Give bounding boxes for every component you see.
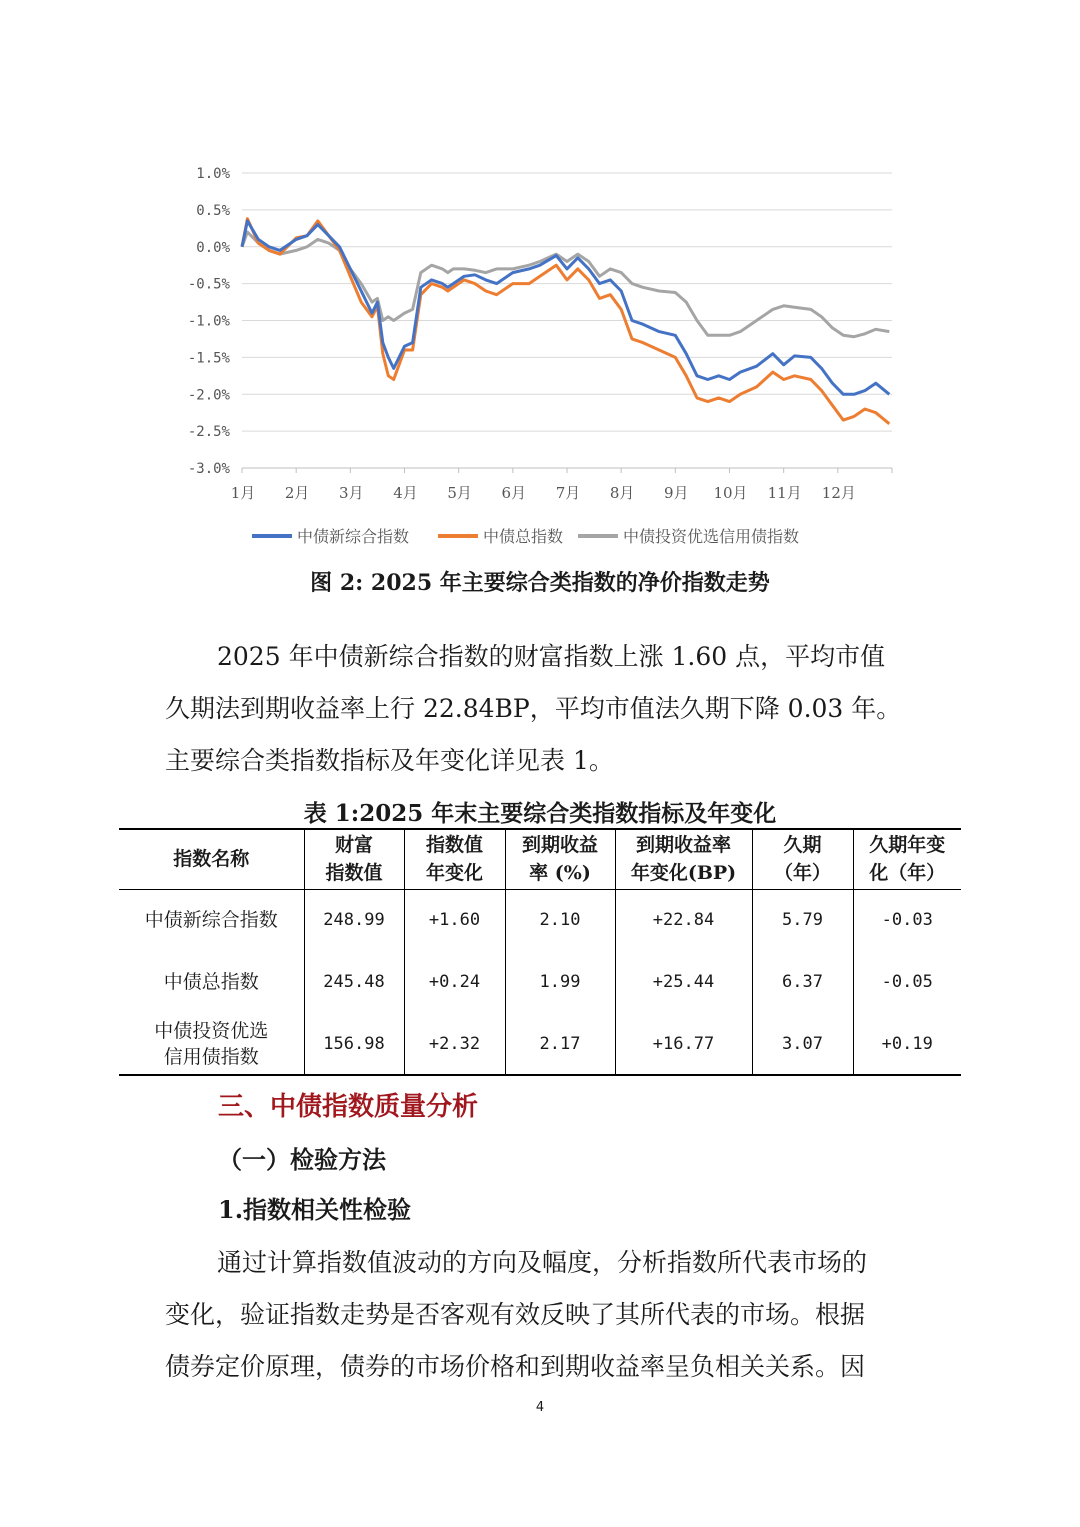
net-price-index-chart	[160, 150, 920, 560]
index-indicator-table	[119, 828, 961, 1076]
table-header-cell	[304, 829, 404, 889]
table-header-cell	[505, 829, 615, 889]
x-tick-label: 3月	[339, 484, 364, 502]
value-cell: +25.44	[615, 951, 752, 1013]
index-name-cell	[119, 951, 304, 1013]
table-row	[119, 1013, 961, 1075]
value-cell: -0.05	[853, 951, 961, 1013]
paragraph-line: 债券定价原理，债券的市场价格和到期收益率呈负相关关系。因	[165, 1352, 866, 1381]
value-cell: 156.98	[304, 1013, 404, 1075]
y-tick-label: -1.0%	[187, 313, 230, 330]
value-cell: +1.60	[404, 889, 505, 951]
value-cell: +2.32	[404, 1013, 505, 1075]
paragraph-line: 变化，验证指数走势是否客观有效反映了其所代表的市场。根据	[165, 1300, 866, 1329]
table-header-cell	[404, 829, 505, 889]
header-text: 久期	[783, 834, 822, 857]
paragraph-line: 通过计算指数值波动的方向及幅度，分析指数所代表市场的	[217, 1248, 868, 1277]
header-text: 久期年变	[869, 834, 946, 857]
value-cell: -0.03	[853, 889, 961, 951]
x-tick-label: 5月	[447, 484, 472, 502]
value-cell: 2.10	[505, 889, 615, 951]
index-name-text: 信用债指数	[163, 1045, 259, 1068]
paragraph-line: 2025 年中债新综合指数的财富指数上涨 1.60 点，平均市值	[217, 642, 886, 671]
x-tick-label: 7月	[555, 484, 581, 502]
value-cell: 3.07	[752, 1013, 853, 1075]
paragraph-line: 久期法到期收益率上行 22.84BP，平均市值法久期下降 0.03 年。	[165, 694, 902, 723]
header-text: 指数名称	[173, 848, 250, 871]
y-tick-label: 1.0%	[196, 166, 230, 182]
value-cell: +22.84	[615, 889, 752, 951]
index-name-text: 中债新综合指数	[144, 909, 278, 932]
legend-label: 中债投资优选信用债指数	[623, 527, 800, 546]
y-tick-label: -3.0%	[187, 461, 230, 477]
page-number: 4	[535, 1400, 545, 1415]
x-tick-label: 4月	[393, 484, 418, 502]
table-caption: 表 1:2025 年末主要综合类指数指标及年变化	[303, 800, 777, 827]
value-cell: 6.37	[752, 951, 853, 1013]
legend-label: 中债总指数	[483, 527, 564, 546]
index-name-text: 中债投资优选	[154, 1019, 269, 1042]
index-name-cell	[119, 1013, 304, 1075]
series-line	[242, 219, 889, 424]
y-tick-label: 0.5%	[196, 202, 230, 219]
x-tick-label: 11月	[767, 484, 802, 502]
header-text: 指数值	[425, 834, 483, 857]
header-text: 年变化	[425, 862, 483, 885]
y-tick-label: 0.0%	[196, 239, 230, 256]
table-header-cell	[853, 829, 961, 889]
paragraph-line: 主要综合类指数指标及年变化详见表 1。	[165, 746, 614, 775]
header-text: 指数值	[325, 862, 383, 885]
table-row	[119, 951, 961, 1013]
legend-label: 中债新综合指数	[297, 527, 410, 546]
value-cell: 2.17	[505, 1013, 615, 1075]
paragraph-method	[165, 1237, 925, 1393]
x-tick-label: 9月	[664, 484, 689, 502]
x-tick-label: 1月	[230, 484, 256, 502]
x-tick-label: 8月	[609, 484, 635, 502]
table-row	[119, 889, 961, 951]
y-tick-label: -0.5%	[187, 276, 230, 293]
header-text: 财富	[334, 834, 373, 857]
y-tick-label: -2.5%	[187, 424, 230, 441]
y-tick-label: -1.5%	[187, 350, 230, 367]
table-header-row	[119, 829, 961, 889]
header-text: （年）	[773, 862, 831, 885]
header-text: 年变化(BP)	[630, 862, 737, 885]
header-text: 率 (%)	[529, 862, 591, 885]
index-name-text: 中债总指数	[163, 971, 259, 993]
value-cell: +16.77	[615, 1013, 752, 1075]
paragraph-index-summary	[165, 631, 925, 787]
x-tick-label: 12月	[821, 484, 856, 502]
table-header-cell	[119, 829, 304, 889]
table-header-cell	[752, 829, 853, 889]
figure-caption: 图 2: 2025 年主要综合类指数的净价指数走势	[310, 570, 770, 596]
x-tick-label: 2月	[284, 484, 310, 502]
header-text: 到期收益	[521, 834, 598, 857]
value-cell: +0.24	[404, 951, 505, 1013]
subsubsection-title: 1.指数相关性检验	[218, 1195, 412, 1224]
header-text: 化（年）	[869, 862, 946, 885]
value-cell: 5.79	[752, 889, 853, 951]
value-cell: 245.48	[304, 951, 404, 1013]
index-name-cell	[119, 889, 304, 951]
x-tick-label: 10月	[713, 484, 748, 502]
header-text: 到期收益率	[635, 834, 731, 857]
subsection-title: （一）检验方法	[218, 1145, 386, 1174]
value-cell: 248.99	[304, 889, 404, 951]
value-cell: 1.99	[505, 951, 615, 1013]
y-tick-label: -2.0%	[187, 387, 230, 404]
table-header-cell	[615, 829, 752, 889]
x-tick-label: 6月	[501, 484, 527, 502]
section-title: 三、中债指数质量分析	[218, 1092, 479, 1122]
value-cell: +0.19	[853, 1013, 961, 1075]
